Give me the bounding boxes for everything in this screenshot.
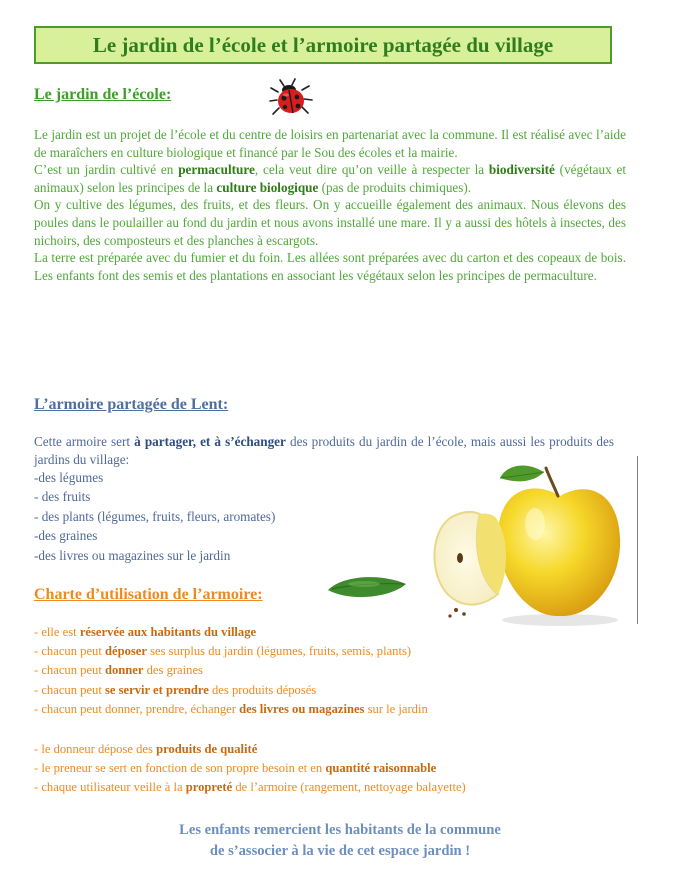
rule-text: de l’armoire (rangement, nettoyage balayette) (232, 780, 466, 795)
rule-text: - le preneur se sert en fonction de son propre besoin et en (34, 761, 326, 776)
list-item (34, 740, 466, 759)
rule-text: ses surplus du jardin (légumes, fruits, semis, plants) (146, 644, 412, 659)
rule-text: des produits déposés (208, 682, 317, 697)
rule-emphasis: quantité raisonnable (325, 761, 437, 776)
garden-paragraph-2-part: (végétaux et animaux) selon les principes de la (34, 162, 626, 195)
list-item: -des livres ou magazines sur le jardin (34, 547, 231, 563)
garden-paragraph-2-part: , cela veut dire qu’on veille à respecter la (254, 162, 489, 178)
garden-paragraph-2-part: (pas de produits chimiques). (318, 179, 472, 195)
charter-heading: Charte d’utilisation de l’armoire: (34, 586, 263, 603)
list-item: -des légumes (34, 470, 104, 485)
rule-text: - elle est (34, 625, 80, 639)
rule-text: sur le jardin (364, 701, 428, 716)
rule-emphasis: donner (104, 663, 144, 678)
garden-heading: Le jardin de l’école: (34, 86, 172, 103)
garden-paragraph-3: On y cultive des légumes, des fruits, et des fleurs. On y accueille également des animaux. Nous élevons des poules dans le poulailler au fond du jardin et nous avons installé une mare. Il y a aussi des hôtels à insectes, des nichoirs, des composteurs et des planches à escargots. (34, 197, 626, 248)
rule-emphasis: déposer (104, 644, 147, 659)
rule-text: - chaque utilisateur veille à la (34, 780, 186, 795)
rule-emphasis: réservée aux habitants du village (79, 625, 257, 639)
list-item (34, 642, 428, 661)
ladybug-icon (268, 78, 314, 118)
rule-emphasis: propreté (185, 780, 233, 795)
thanks-line-1: Les enfants remercient les habitants de la commune (179, 822, 501, 838)
garden-paragraph-2-part: C’est un jardin cultivé en (34, 162, 179, 178)
rule-text: des graines (143, 663, 203, 678)
rule-text: - chacun peut (34, 682, 105, 697)
cabinet-intro-part: Cette armoire sert (34, 434, 135, 449)
cabinet-intro-emphasis: à partager, et à s’échanger (134, 434, 286, 449)
page-title: Le jardin de l’école et l’armoire partagée du village (34, 26, 612, 64)
thanks-line-2: de s’associer à la vie de cet espace jardin ! (209, 843, 471, 859)
garden-paragraph-4: La terre est préparée avec du fumier et du foin. Les allées sont préparées avec du carton et des copeaux de bois. Les enfants font des semis et des plantations en associant les végétaux selon les principes de permaculture. (34, 250, 626, 283)
list-item (34, 759, 466, 778)
rule-text: - chacun peut (34, 644, 105, 659)
list-item (34, 623, 428, 642)
biodiversity-term: biodiversité (488, 162, 555, 178)
charter-rules-list (34, 623, 428, 719)
rule-emphasis: des livres ou magazines (239, 701, 365, 716)
garden-paragraph-1: Le jardin est un projet de l’école et du centre de loisirs en partenariat avec la commune. Il est réalisé avec l’aide de maraîchers en culture biologique et financé par le Sou des écoles et la mairie. (34, 127, 626, 160)
cabinet-intro-part: des produits du jardin de l’école, mais aussi les produits des jardins du village: (34, 434, 614, 467)
list-item: - des fruits (34, 489, 91, 505)
organic-culture-term: culture biologique (216, 179, 319, 195)
list-item (34, 681, 428, 700)
list-item (34, 661, 428, 680)
garden-description (34, 126, 626, 284)
list-item: -des graines (34, 528, 98, 544)
charter-rules-list-2 (34, 740, 466, 798)
list-item (34, 700, 428, 719)
rule-emphasis: produits de qualité (156, 742, 258, 756)
leaf-illustration (324, 572, 410, 602)
rule-emphasis: se servir et prendre (104, 682, 209, 697)
rule-text: - chacun peut (34, 663, 105, 678)
list-item: - des plants (légumes, fruits, fleurs, aromates) (34, 508, 276, 524)
rule-text: - le donneur dépose des (34, 742, 157, 756)
thank-you-message (60, 820, 620, 862)
cabinet-heading: L’armoire partagée de Lent: (34, 396, 229, 413)
permaculture-term: permaculture (178, 162, 255, 178)
list-item (34, 778, 466, 797)
cabinet-items-list (34, 468, 275, 565)
apple-illustration (420, 458, 630, 628)
rule-text: - chacun peut donner, prendre, échanger (34, 701, 240, 716)
divider-line (637, 456, 638, 624)
